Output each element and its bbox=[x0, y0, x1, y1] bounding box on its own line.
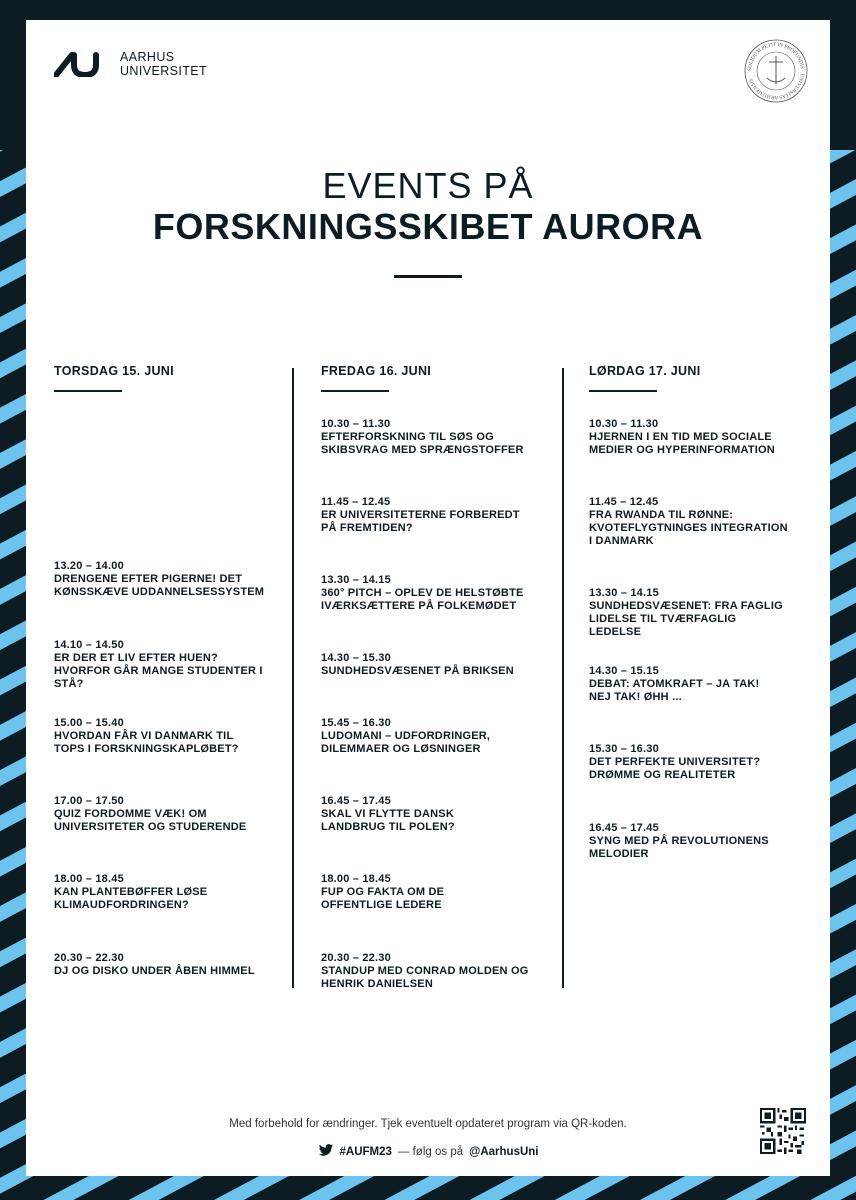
event-title: DJ OG DISKO UNDER ÅBEN HIMMEL bbox=[54, 965, 255, 977]
title-underline bbox=[394, 275, 462, 278]
day-heading: LØRDAG 17. JUNI bbox=[589, 364, 701, 378]
event-item bbox=[321, 574, 541, 613]
event-item bbox=[54, 873, 244, 912]
event-item bbox=[321, 418, 531, 457]
event-title: SKAL VI FLYTTE DANSK LANDBRUG TIL POLEN? bbox=[321, 808, 455, 833]
event-title: FRA RWANDA TIL RØNNE: KVOTEFLYGTNINGES INTEGRATION I DANMARK bbox=[589, 509, 788, 547]
event-title: LUDOMANI – UDFORDRINGER, DILEMMAER OG LØSNINGER bbox=[321, 730, 491, 755]
event-title: 360° PITCH – OPLEV DE HELSTØBTE IVÆRKSÆTTERE PÅ FOLKEMØDET bbox=[321, 587, 524, 612]
event-time: 16.45 – 17.45 bbox=[589, 822, 659, 834]
event-title: SUNDHEDSVÆSENET: FRA FAGLIG LIDELSE TIL TVÆRFAGLIG LEDELSE bbox=[589, 600, 783, 638]
event-item bbox=[54, 639, 274, 691]
event-title: FUP OG FAKTA OM DE OFFENTLIGE LEDERE bbox=[321, 886, 445, 911]
event-time: 15.45 – 16.30 bbox=[321, 717, 391, 729]
event-time: 16.45 – 17.45 bbox=[321, 795, 391, 807]
social-line bbox=[26, 1144, 830, 1160]
event-time: 15.30 – 16.30 bbox=[589, 743, 659, 755]
event-time: 10.30 – 11.30 bbox=[589, 418, 659, 430]
event-title: SYNG MED PÅ REVOLUTIONENS MELODIER bbox=[589, 835, 769, 860]
day-heading: TORSDAG 15. JUNI bbox=[54, 364, 174, 378]
qr-code-icon[interactable] bbox=[760, 1108, 806, 1154]
event-time: 13.30 – 14.15 bbox=[589, 587, 659, 599]
event-item bbox=[321, 652, 541, 678]
event-time: 18.00 – 18.45 bbox=[54, 873, 124, 885]
follow-text: — følg os på bbox=[397, 1146, 464, 1158]
event-time: 13.20 – 14.00 bbox=[54, 560, 124, 572]
brand-name bbox=[120, 50, 207, 78]
event-item bbox=[589, 822, 769, 861]
event-title: STANDUP MED CONRAD MOLDEN OG HENRIK DANIELSEN bbox=[321, 965, 529, 990]
column-divider bbox=[562, 368, 564, 988]
event-time: 17.00 – 17.50 bbox=[54, 795, 124, 807]
event-title: ER DER ET LIV EFTER HUEN? HVORFOR GÅR MANGE STUDENTER I STÅ? bbox=[54, 652, 263, 690]
day-column-thursday bbox=[54, 362, 304, 392]
disclaimer-note: Med forbehold for ændringer. Tjek eventuelt opdateret program via QR-koden. bbox=[229, 1118, 627, 1130]
event-item bbox=[54, 795, 274, 834]
brand-line2: UNIVERSITET bbox=[120, 64, 208, 78]
event-item bbox=[589, 587, 789, 639]
au-logo-icon bbox=[54, 51, 112, 77]
event-time: 15.00 – 15.40 bbox=[54, 717, 124, 729]
day-heading-rule bbox=[54, 390, 122, 392]
event-item bbox=[589, 665, 779, 704]
event-title: DET PERFEKTE UNIVERSITET? DRØMME OG REALITETER bbox=[589, 756, 761, 781]
brand-line1: AARHUS bbox=[120, 50, 175, 64]
event-item bbox=[321, 717, 531, 756]
day-column-saturday bbox=[589, 362, 839, 392]
event-title: EFTERFORSKNING TIL SØS OG SKIBSVRAG MED SPRÆNGSTOFFER bbox=[321, 431, 524, 456]
seal-text: SOLIDUM PETIT IN PROFUNDIS · UNIVERSITAS ARHUSIENSIS bbox=[746, 41, 806, 101]
event-item bbox=[321, 795, 511, 834]
event-title: DRENGENE EFTER PIGERNE! DET KØNSSKÆVE UDDANNELSESSYSTEM bbox=[54, 573, 265, 598]
day-heading-rule bbox=[321, 390, 389, 392]
event-item bbox=[54, 717, 254, 756]
poster-page bbox=[26, 20, 830, 1176]
day-column-friday bbox=[321, 362, 571, 392]
event-title: QUIZ FORDOMME VÆK! OM UNIVERSITETER OG STUDERENDE bbox=[54, 808, 247, 833]
event-time: 10.30 – 11.30 bbox=[321, 418, 391, 430]
day-heading: FREDAG 16. JUNI bbox=[321, 364, 432, 378]
event-time: 14.10 – 14.50 bbox=[54, 639, 124, 651]
event-time: 11.45 – 12.45 bbox=[321, 496, 391, 508]
event-title: DEBAT: ATOMKRAFT – JA TAK! NEJ TAK! ØHH ... bbox=[589, 678, 760, 703]
event-time: 14.30 – 15.30 bbox=[321, 652, 391, 664]
event-title: HVORDAN FÅR VI DANMARK TIL TOPS I FORSKNINGSKAPLØBET? bbox=[54, 730, 239, 755]
event-item bbox=[589, 418, 789, 457]
event-item bbox=[589, 743, 769, 782]
event-title: HJERNEN I EN TID MED SOCIALE MEDIER OG HYPERINFORMATION bbox=[589, 431, 775, 456]
twitter-icon[interactable] bbox=[318, 1144, 334, 1160]
aarhus-university-logo[interactable] bbox=[54, 50, 207, 78]
event-title: KAN PLANTEBØFFER LØSE KLIMAUDFORDRINGEN? bbox=[54, 886, 208, 911]
hashtag[interactable]: #AUFM23 bbox=[339, 1146, 392, 1158]
event-title: SUNDHEDSVÆSENET PÅ BRIKSEN bbox=[321, 665, 514, 677]
event-item bbox=[321, 952, 531, 991]
event-time: 11.45 – 12.45 bbox=[589, 496, 659, 508]
university-seal-icon bbox=[743, 38, 809, 104]
event-item bbox=[54, 952, 284, 978]
event-item bbox=[589, 496, 789, 548]
day-heading-rule bbox=[589, 390, 657, 392]
event-title: ER UNIVERSITETERNE FORBEREDT PÅ FREMTIDEN? bbox=[321, 509, 520, 534]
event-time: 20.30 – 22.30 bbox=[54, 952, 124, 964]
event-item bbox=[321, 873, 511, 912]
event-time: 14.30 – 15.15 bbox=[589, 665, 659, 677]
title-line-1: EVENTS PÅ bbox=[322, 165, 534, 206]
event-time: 20.30 – 22.30 bbox=[321, 952, 391, 964]
event-item bbox=[54, 560, 274, 599]
event-item bbox=[321, 496, 531, 535]
column-divider bbox=[292, 368, 294, 988]
title-line-2: FORSKNINGSSKIBET AURORA bbox=[152, 206, 704, 247]
event-time: 18.00 – 18.45 bbox=[321, 873, 391, 885]
twitter-handle[interactable]: @AarhusUni bbox=[469, 1146, 539, 1158]
event-time: 13.30 – 14.15 bbox=[321, 574, 391, 586]
